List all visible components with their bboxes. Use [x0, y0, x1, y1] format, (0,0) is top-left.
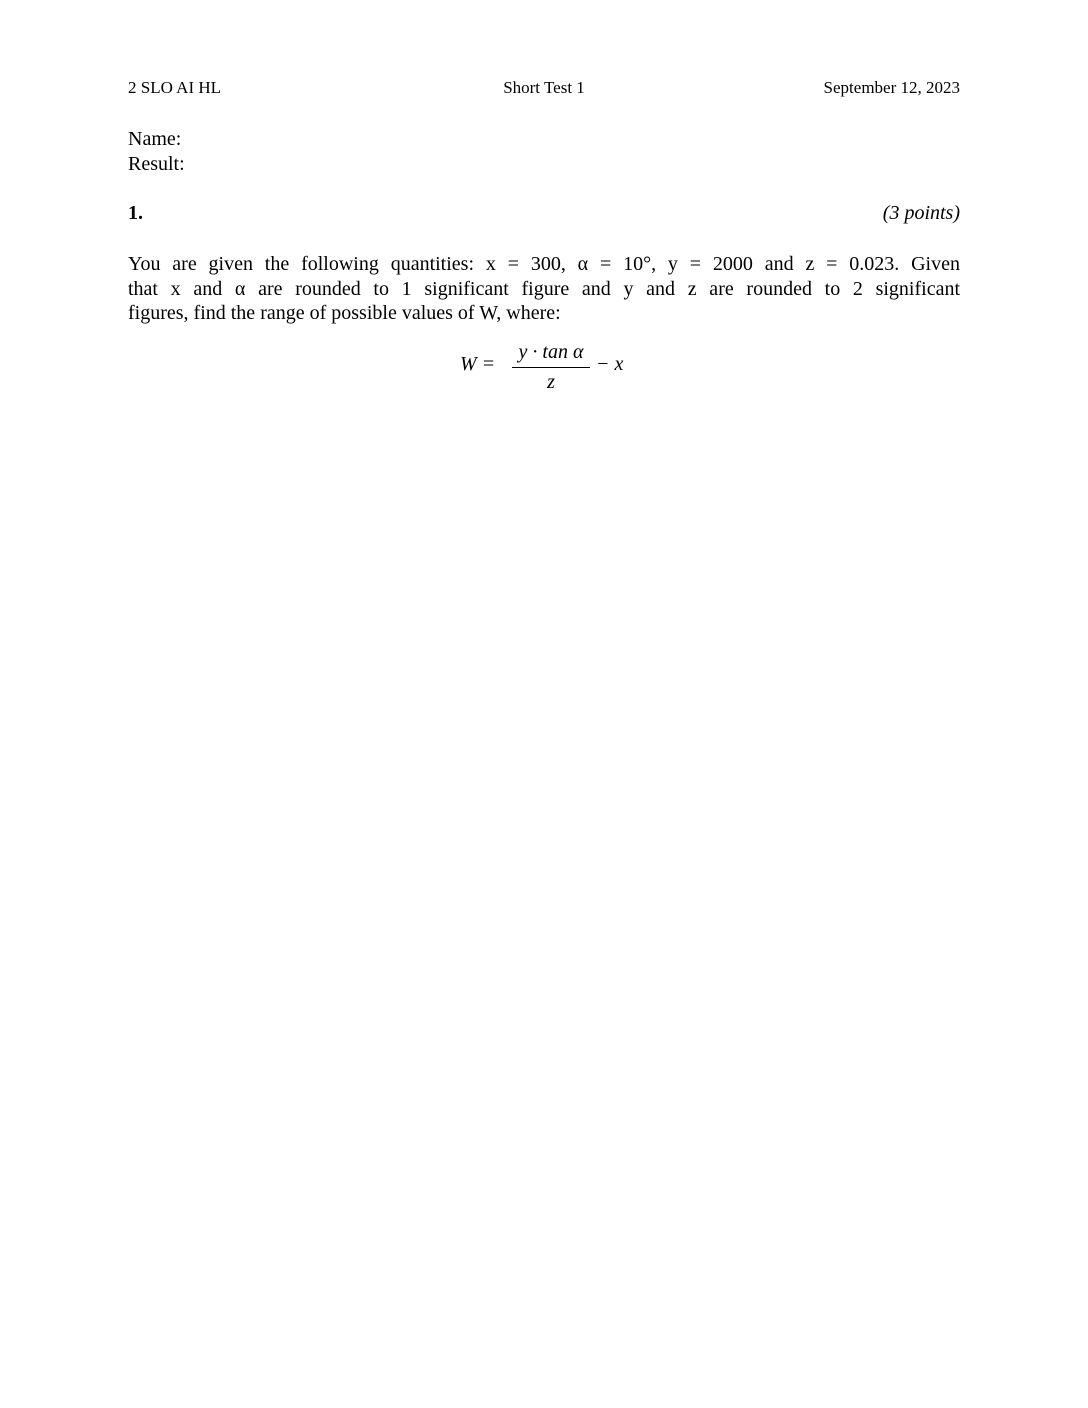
- result-label: Result:: [128, 153, 185, 175]
- question-text-line: You are given the following quantities: x = 300, α = 10°, y = 2000 and z = 0.023. Given: [128, 253, 960, 275]
- test-title: Short Test 1: [503, 78, 585, 97]
- test-date: September 12, 2023: [823, 78, 960, 97]
- formula-denominator: z: [547, 371, 555, 393]
- question-heading: [128, 202, 960, 228]
- question-points: (3 points): [882, 202, 960, 224]
- formula-fraction: [512, 338, 590, 398]
- question-text: [128, 252, 960, 326]
- question-number: 1.: [128, 202, 143, 224]
- name-label: Name:: [128, 128, 182, 150]
- formula-numerator: y · tan α: [518, 341, 584, 363]
- page-header: [128, 78, 960, 100]
- formula-rhs: − x: [596, 353, 624, 375]
- course-code: 2 SLO AI HL: [128, 78, 222, 97]
- question-text-line: that x and α are rounded to 1 significant figure and y and z are rounded to 2 significant: [128, 277, 960, 300]
- question-text-line: figures, find the range of possible values of W, where:: [128, 302, 561, 324]
- formula: [0, 338, 1088, 398]
- fraction-bar: [512, 367, 590, 368]
- student-fields: [128, 127, 185, 177]
- formula-lhs: W =: [460, 353, 496, 375]
